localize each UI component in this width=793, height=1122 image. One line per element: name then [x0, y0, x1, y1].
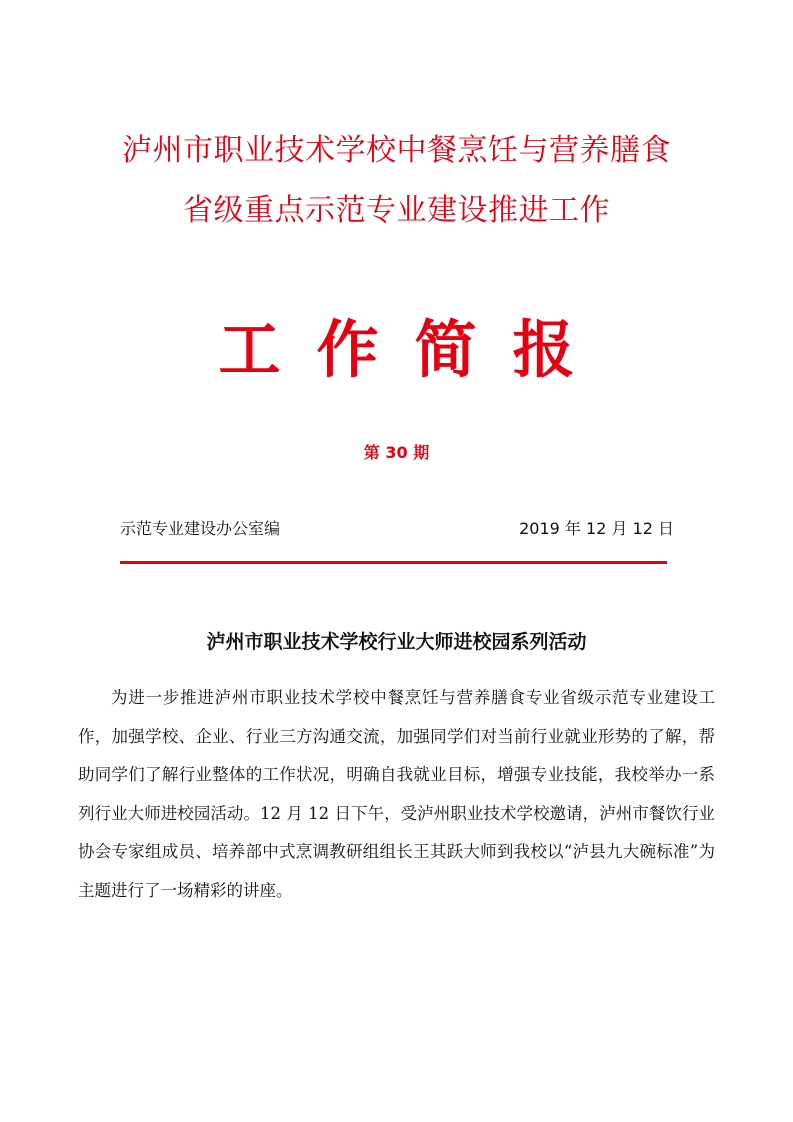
publish-date: 2019 年 12 月 12 日	[519, 519, 674, 538]
header-divider	[120, 561, 667, 564]
header-title-line1: 泸州市职业技术学校中餐烹饪与营养膳食	[122, 133, 671, 168]
bulletin-title: 工作简报	[218, 313, 611, 386]
article-title: 泸州市职业技术学校行业大师进校园系列活动	[206, 631, 587, 653]
header-title-line2: 省级重点示范专业建设推进工作	[183, 193, 610, 228]
issue-number: 第 30 期	[363, 443, 430, 462]
editor-label: 示范专业建设办公室编	[120, 519, 281, 538]
article-body: 为进一步推进泸州市职业技术学校中餐烹饪与营养膳食专业省级示范专业建设工作，加强学校、企业、行业三方沟通交流，加强同学们对当前行业就业形势的了解，帮助同学们了解行业整体的工作状况，明确自我就业目标，增强专业技能，我校举办一系列行业大师进校园活动。12 月 12 日下午，受泸州职业技术学校邀请，泸州市餐饮行业协会专家组成员、培养部中式烹调教研组组长王其跃大师到我校以“泸县九大碗标准”为主题进行了一场精彩的讲座。	[78, 688, 715, 900]
